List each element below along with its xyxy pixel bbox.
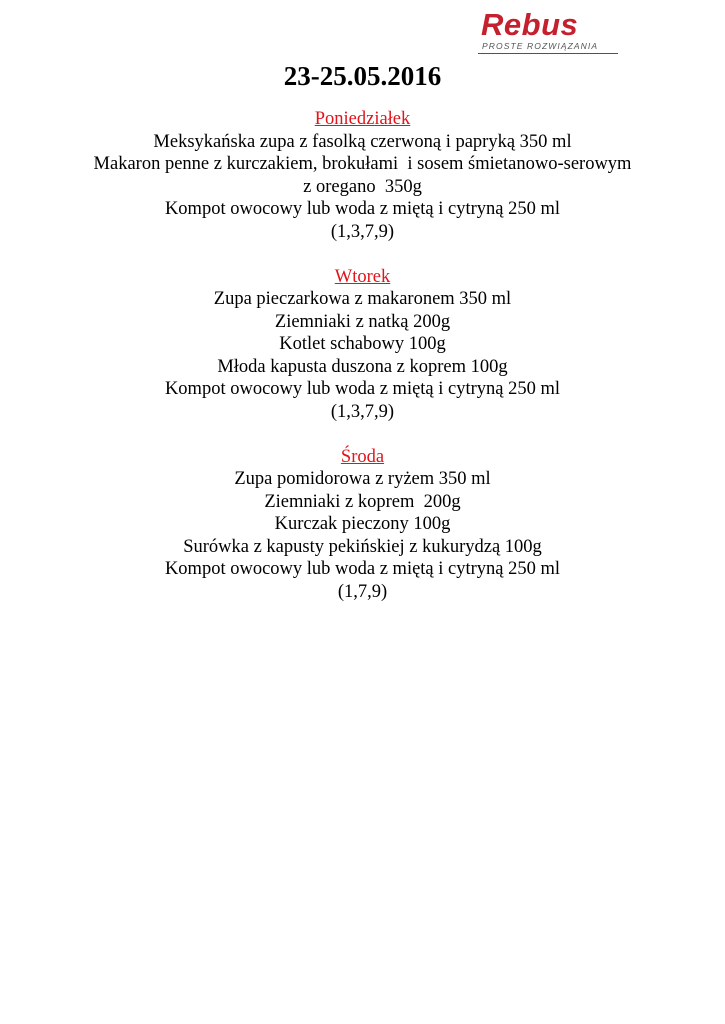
menu-line: Ziemniaki z natką 200g (274, 311, 451, 332)
menu (0, 108, 725, 626)
day-heading: Poniedziałek (314, 109, 411, 129)
logo-wordmark: Rebus (481, 7, 579, 42)
menu-line: Kotlet schabowy 100g (279, 334, 446, 354)
allergen-codes: (1,3,7,9) (330, 401, 395, 422)
menu-line: Ziemniaki z koprem 200g (264, 491, 461, 512)
menu-line: Surówka z kapusty pekińskiej z kukurydzą 100g (183, 536, 542, 557)
menu-line: Kompot owocowy lub woda z miętą i cytryną 250 ml (164, 199, 561, 219)
allergen-codes: (1,7,9) (337, 581, 388, 602)
menu-line: Zupa pieczarkowa z makaronem 350 ml (213, 289, 512, 309)
day-heading: Wtorek (334, 266, 391, 287)
logo-underline (478, 53, 618, 54)
day-monday (0, 108, 725, 243)
rebus-logo (478, 7, 618, 54)
menu-line: Makaron penne z kurczakiem, brokułami i sosem śmietanowo-serowym (93, 154, 632, 174)
day-heading: Środa (340, 446, 385, 467)
menu-line: Kompot owocowy lub woda z miętą i cytryną 250 ml (164, 559, 561, 579)
day-wednesday (0, 446, 725, 604)
menu-line: Zupa pomidorowa z ryżem 350 ml (234, 469, 491, 489)
menu-line: z oregano 350g (303, 176, 422, 197)
menu-line: Kompot owocowy lub woda z miętą i cytryną 250 ml (164, 379, 561, 399)
allergen-codes: (1,3,7,9) (330, 221, 395, 242)
logo-tagline: PROSTE ROZWIĄZANIA (482, 41, 599, 51)
day-tuesday (0, 266, 725, 424)
menu-line: Młoda kapusta duszona z koprem 100g (217, 356, 508, 377)
menu-line: Meksykańska zupa z fasolką czerwoną i papryką 350 ml (153, 131, 572, 152)
page-title: 23-25.05.2016 (283, 61, 442, 91)
menu-line: Kurczak pieczony 100g (274, 514, 451, 534)
